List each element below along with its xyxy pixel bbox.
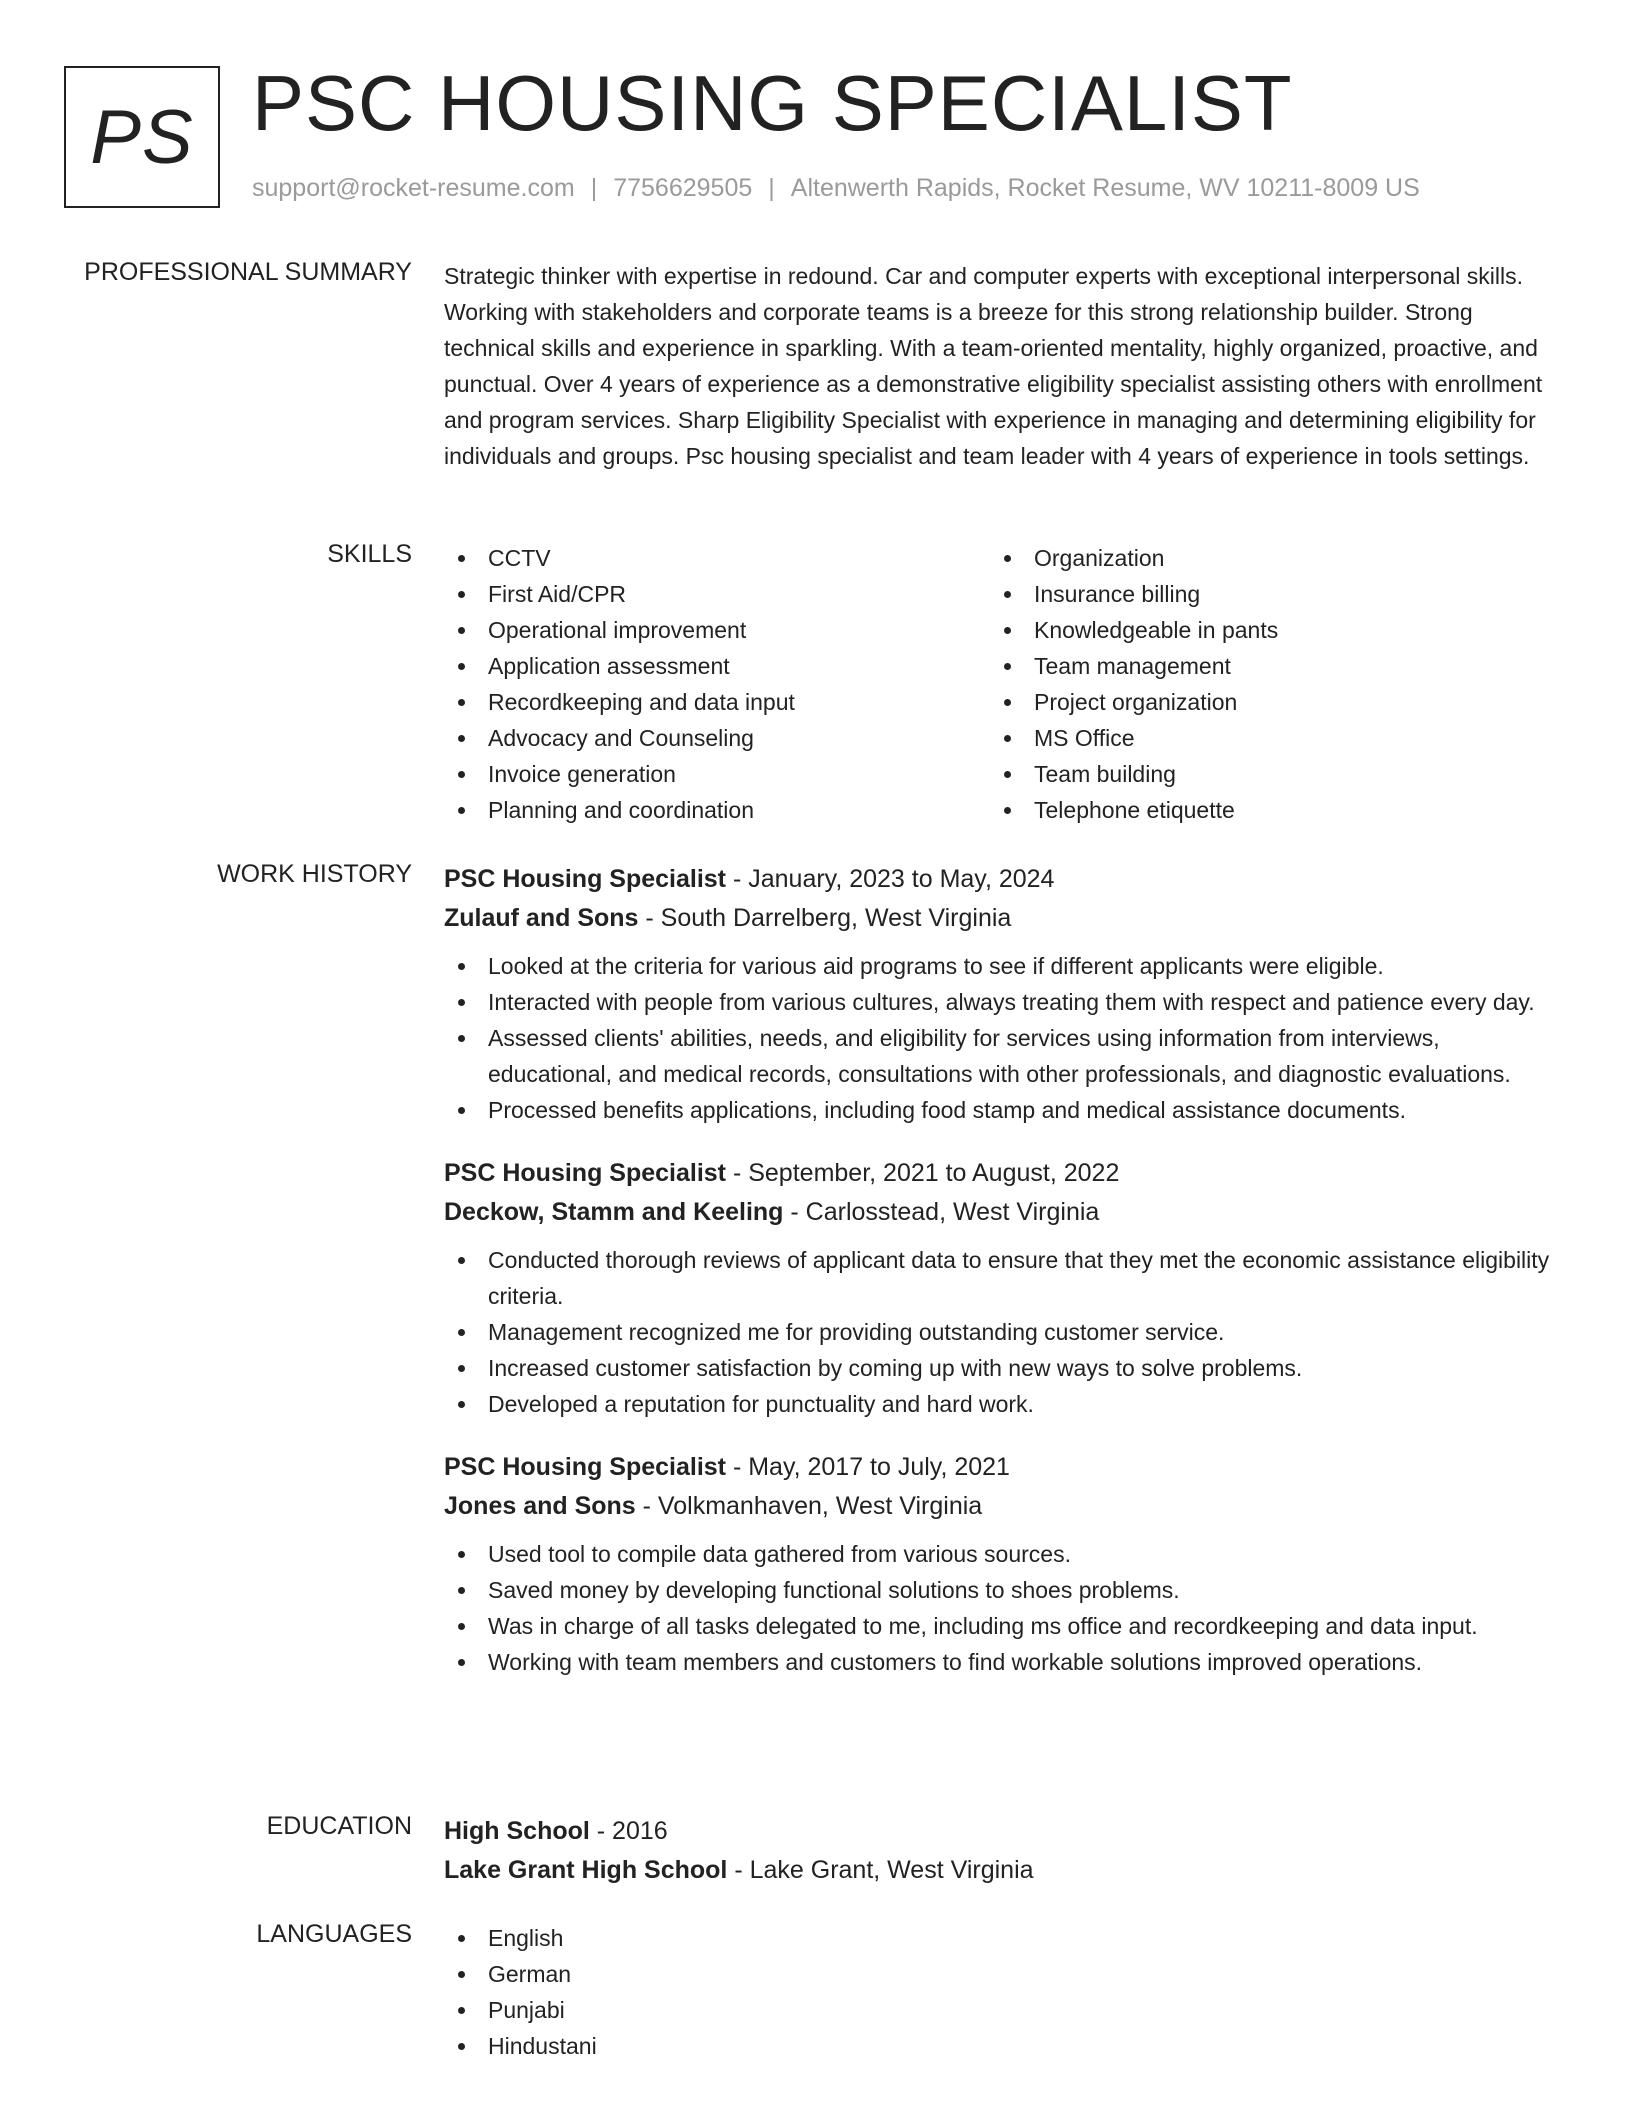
job-company-line xyxy=(444,1487,1564,1526)
job-bullet: Increased customer satisfaction by coming up with new ways to solve problems. xyxy=(444,1350,1564,1386)
job-entry xyxy=(444,860,1564,1128)
contact-address: Altenwerth Rapids, Rocket Resume, WV 10211-8009 US xyxy=(790,174,1420,202)
job-dates: - September, 2021 to August, 2022 xyxy=(726,1159,1120,1187)
languages-list xyxy=(444,1920,1564,2064)
job-title: PSC Housing Specialist xyxy=(444,1159,727,1187)
contact-separator: | xyxy=(590,174,598,202)
skill-item: Organization xyxy=(990,540,1536,576)
job-company-line xyxy=(444,1193,1564,1232)
education-school-line xyxy=(444,1851,1564,1890)
skill-item: Telephone etiquette xyxy=(990,792,1536,828)
contact-email[interactable]: support@rocket-resume.com xyxy=(252,174,575,202)
job-title: PSC Housing Specialist xyxy=(444,1453,727,1481)
job-bullet: Used tool to compile data gathered from various sources. xyxy=(444,1536,1564,1572)
job-bullet: Conducted thorough reviews of applicant data to ensure that they met the economic assistance eligibility criteria. xyxy=(444,1242,1564,1314)
page-title: PSC HOUSING SPECIALIST xyxy=(252,59,1293,147)
job-title-line xyxy=(444,860,1564,899)
education-location: - Lake Grant, West Virginia xyxy=(727,1856,1034,1884)
job-location: - South Darrelberg, West Virginia xyxy=(638,904,1012,932)
job-dates: - January, 2023 to May, 2024 xyxy=(726,865,1055,893)
education-school: Lake Grant High School xyxy=(444,1856,728,1884)
skill-item: Invoice generation xyxy=(444,756,990,792)
contact-phone[interactable]: 7756629505 xyxy=(613,174,753,202)
skill-item: Advocacy and Counseling xyxy=(444,720,990,756)
job-location: - Volkmanhaven, West Virginia xyxy=(635,1492,983,1520)
job-company: Deckow, Stamm and Keeling xyxy=(444,1198,784,1226)
job-bullet: Working with team members and customers to find workable solutions improved operations. xyxy=(444,1644,1564,1680)
job-bullet: Management recognized me for providing outstanding customer service. xyxy=(444,1314,1564,1350)
education-year: - 2016 xyxy=(589,1817,668,1845)
job-title: PSC Housing Specialist xyxy=(444,865,727,893)
job-bullet: Saved money by developing functional solutions to shoes problems. xyxy=(444,1572,1564,1608)
skill-item: MS Office xyxy=(990,720,1536,756)
job-bullets xyxy=(444,948,1564,1128)
skill-item: Recordkeeping and data input xyxy=(444,684,990,720)
language-item: Punjabi xyxy=(444,1992,1564,2028)
job-bullet: Developed a reputation for punctuality and hard work. xyxy=(444,1386,1564,1422)
skills-list-right xyxy=(990,540,1536,828)
skills-list-left xyxy=(444,540,990,828)
skill-item: CCTV xyxy=(444,540,990,576)
job-company: Jones and Sons xyxy=(444,1492,636,1520)
skill-item: Application assessment xyxy=(444,648,990,684)
work-history-heading: WORK HISTORY xyxy=(217,860,412,888)
skill-item: Insurance billing xyxy=(990,576,1536,612)
contact-line xyxy=(252,174,1420,203)
skill-item: Team management xyxy=(990,648,1536,684)
monogram-logo: PS xyxy=(64,66,220,208)
job-bullet: Assessed clients' abilities, needs, and eligibility for services using information from interviews, educational, and medical records, consultations with other professionals, and diagnostic evaluations. xyxy=(444,1020,1564,1092)
contact-separator: | xyxy=(768,174,775,202)
languages-heading: LANGUAGES xyxy=(256,1920,412,1948)
job-entry xyxy=(444,1448,1564,1680)
job-company-line xyxy=(444,899,1564,938)
skill-item: Project organization xyxy=(990,684,1536,720)
job-bullet: Looked at the criteria for various aid programs to see if different applicants were eligible. xyxy=(444,948,1564,984)
job-bullets xyxy=(444,1242,1564,1422)
skill-item: Knowledgeable in pants xyxy=(990,612,1536,648)
skill-item: Operational improvement xyxy=(444,612,990,648)
skills-heading: SKILLS xyxy=(327,540,412,568)
summary-heading: PROFESSIONAL SUMMARY xyxy=(84,258,412,286)
job-title-line xyxy=(444,1448,1564,1487)
education-heading: EDUCATION xyxy=(266,1812,412,1840)
job-bullets xyxy=(444,1536,1564,1680)
language-item: English xyxy=(444,1920,1564,1956)
job-bullet: Interacted with people from various cultures, always treating them with respect and patience every day. xyxy=(444,984,1564,1020)
job-dates: - May, 2017 to July, 2021 xyxy=(726,1453,1010,1481)
job-location: - Carlosstead, West Virginia xyxy=(783,1198,1100,1226)
skill-item: First Aid/CPR xyxy=(444,576,990,612)
job-bullet: Was in charge of all tasks delegated to me, including ms office and recordkeeping and data input. xyxy=(444,1608,1564,1644)
skill-item: Team building xyxy=(990,756,1536,792)
summary-text: Strategic thinker with expertise in redound. Car and computer experts with exceptional interpersonal skills. Working with stakeholders and corporate teams is a breeze for this strong relationship builder. Strong technical skills and experience in sparkling. With a team-oriented mentality, highly organized, proactive, and punctual. Over 4 years of experience as a demonstrative eligibility specialist assisting others with enrollment and program services. Sharp Eligibility Specialist with experience in managing and determining eligibility for individuals and groups. Psc housing specialist and team leader with 4 years of experience in tools settings. xyxy=(444,263,1543,469)
language-item: German xyxy=(444,1956,1564,1992)
education-degree: High School xyxy=(444,1817,590,1845)
job-company: Zulauf and Sons xyxy=(444,904,639,932)
job-entry xyxy=(444,1154,1564,1422)
job-bullet: Processed benefits applications, including food stamp and medical assistance documents. xyxy=(444,1092,1564,1128)
skill-item: Planning and coordination xyxy=(444,792,990,828)
education-degree-line xyxy=(444,1812,1564,1851)
job-title-line xyxy=(444,1154,1564,1193)
language-item: Hindustani xyxy=(444,2028,1564,2064)
